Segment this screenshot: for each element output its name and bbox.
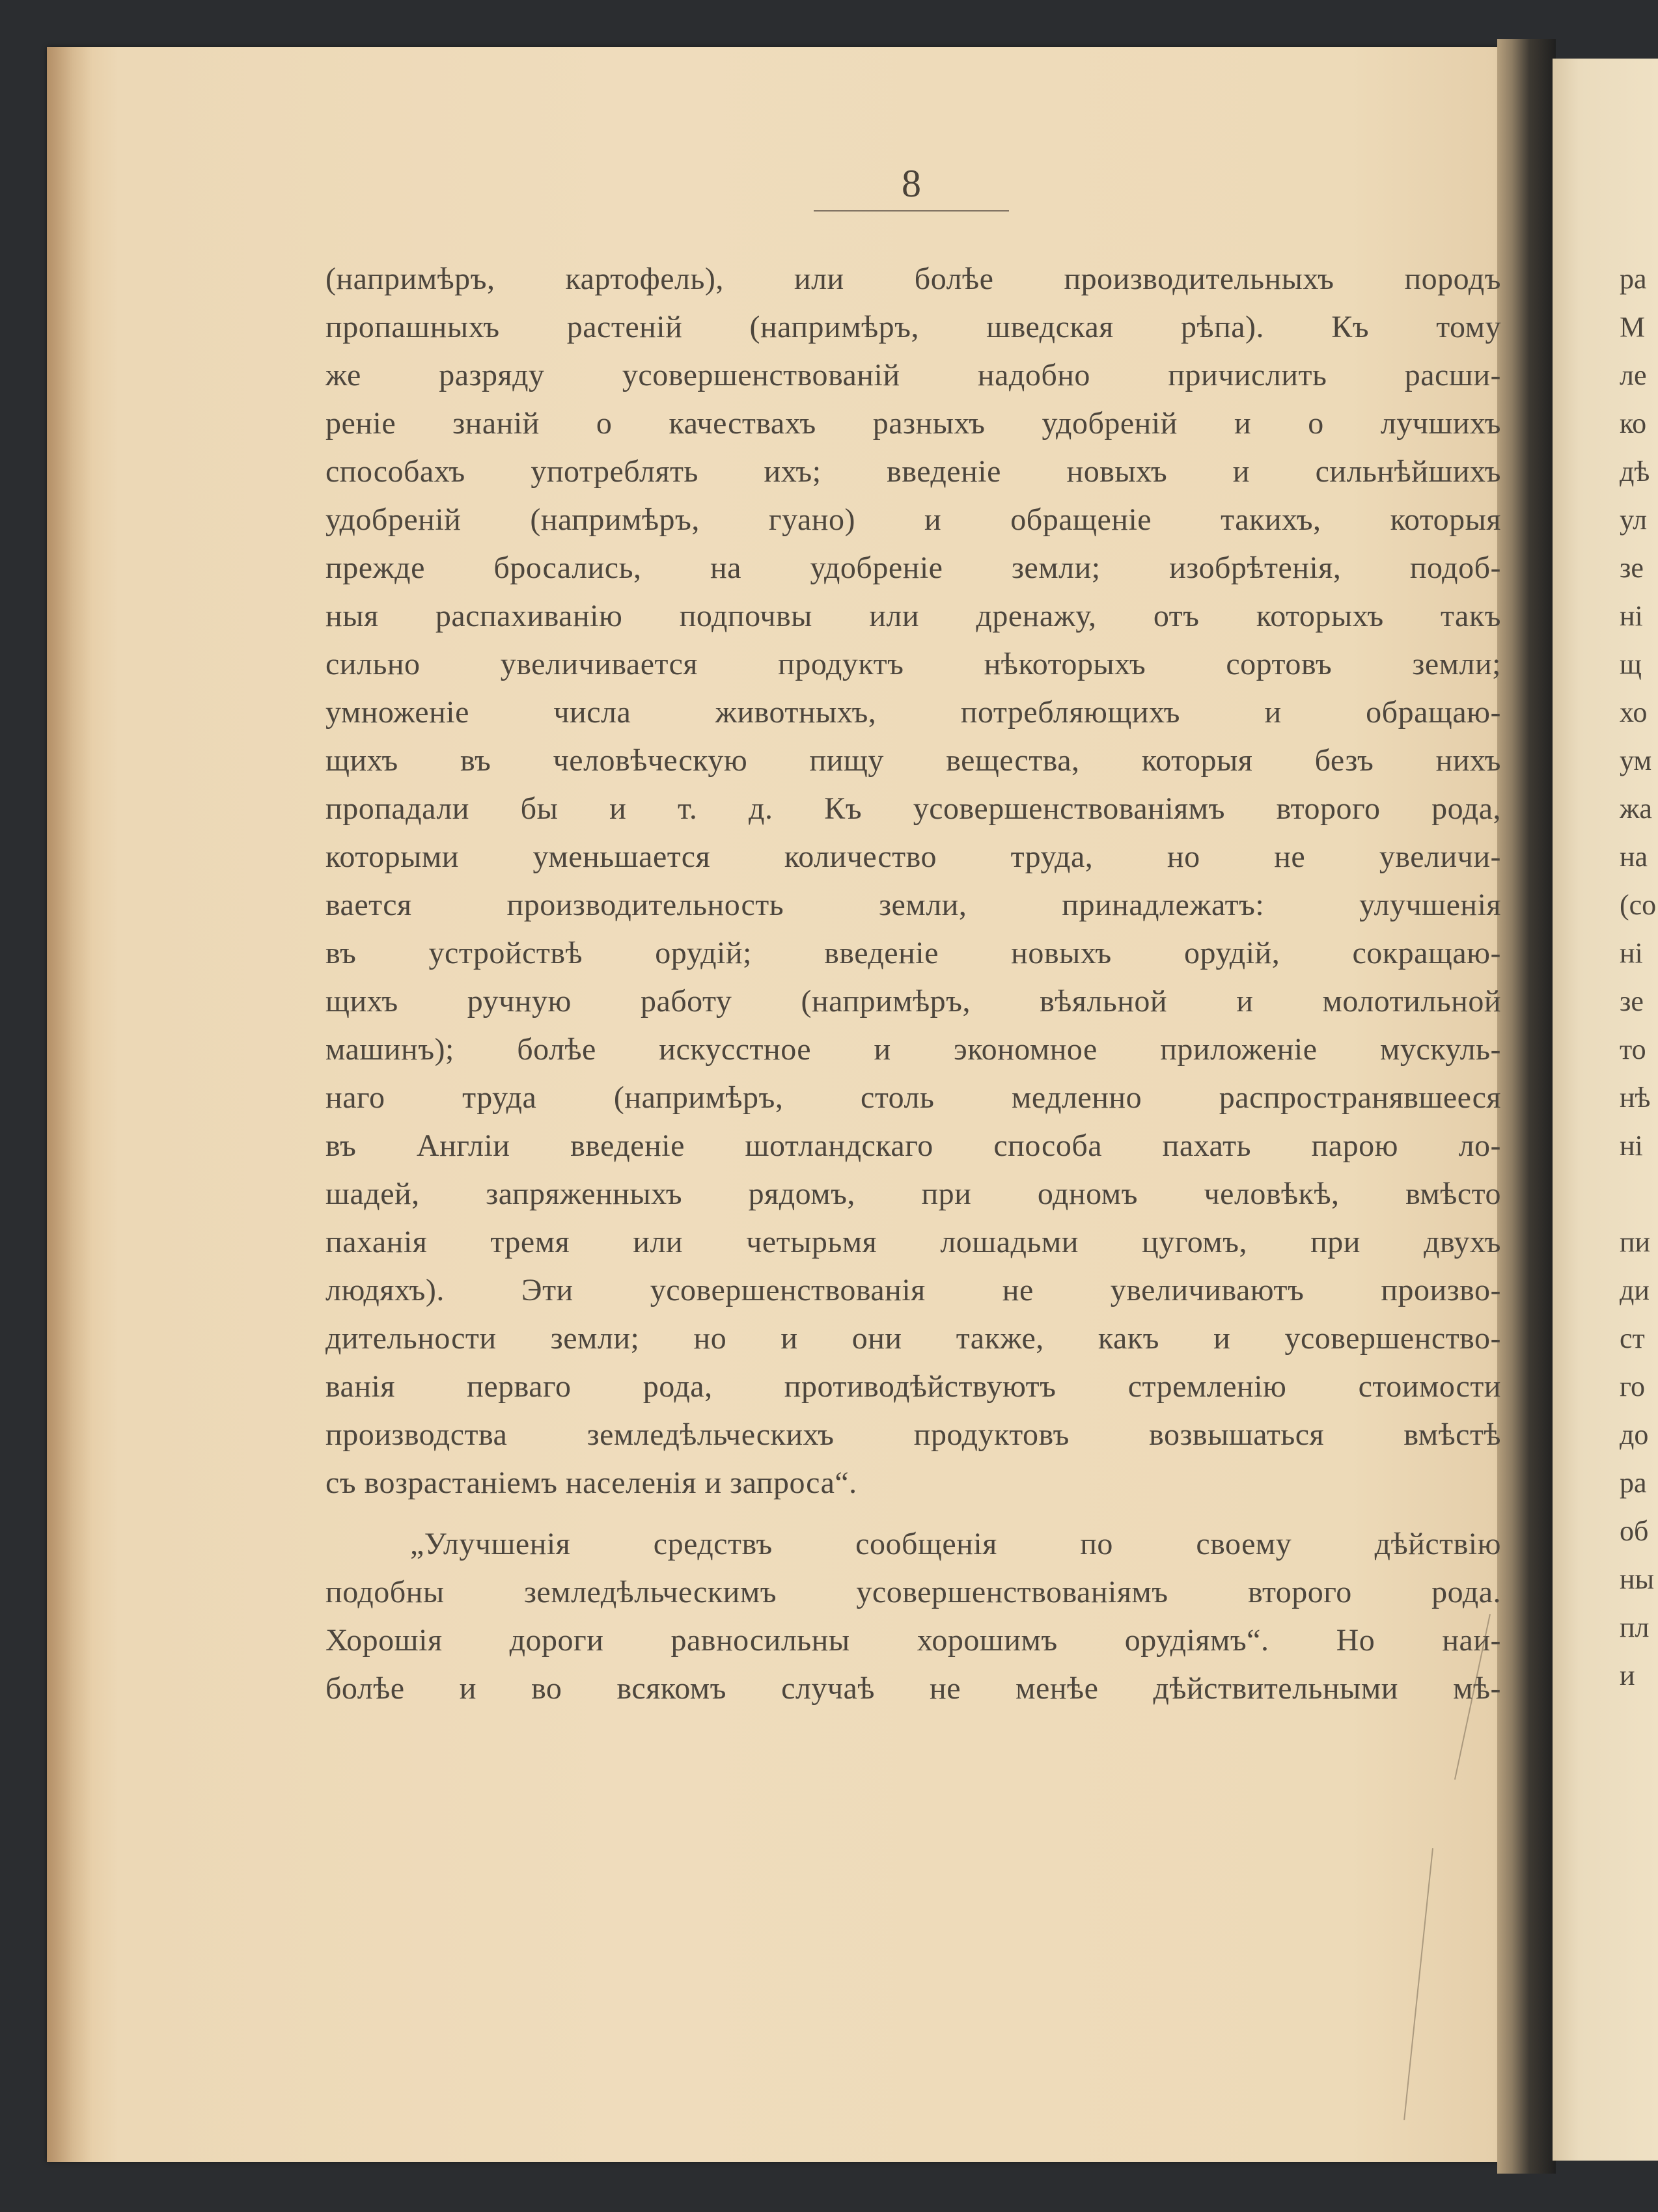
right-page-fragment: об (1620, 1515, 1649, 1547)
text-line: пропашныхъ растеній (напримѣръ, шведская рѣпа). Къ тому (325, 310, 1501, 344)
text-line: болѣе и во всякомъ случаѣ не менѣе дѣйствительными мѣ- (325, 1671, 1501, 1706)
right-page-fragment: ул (1620, 504, 1648, 536)
right-page-fragment: и (1620, 1659, 1635, 1691)
text-line: (напримѣръ, картофель), или болѣе производительныхъ породъ (325, 262, 1501, 296)
right-page-fragment: до (1620, 1419, 1649, 1451)
right-page-fragment: (со (1620, 889, 1657, 921)
text-line: реніе знаній о качествахъ разныхъ удобреній и о лучшихъ (325, 406, 1501, 441)
right-page-fragment: ні (1620, 1130, 1643, 1162)
right-page-fragment: ко (1620, 407, 1647, 439)
right-page-fragment: хо (1620, 696, 1648, 728)
text-line: шадей, запряженныхъ рядомъ, при одномъ человѣкѣ, вмѣсто (325, 1177, 1501, 1211)
text-line: людяхъ). Эти усовершенствованія не увеличиваютъ произво- (325, 1273, 1501, 1307)
paragraph-2 (325, 1520, 1501, 1713)
right-page-fragment: ди (1620, 1274, 1650, 1306)
right-page-fragment: зе (1620, 552, 1644, 584)
right-page-fragment: то (1620, 1033, 1646, 1065)
text-line: прежде бросались, на удобреніе земли; изобрѣтенія, подоб- (325, 551, 1501, 585)
text-line: съ возрастаніемъ населенія и запроса“. (325, 1466, 857, 1500)
text-line: подобны земледѣльческимъ усовершенствованіямъ второго рода. (325, 1575, 1501, 1609)
right-page-fragment (1620, 1170, 1658, 1218)
text-line: умноженіе числа животныхъ, потребляющихъ и обращаю- (325, 695, 1501, 730)
text-line: ванія перваго рода, противодѣйствуютъ стремленію стоимости (325, 1369, 1501, 1404)
paragraph-gap (325, 1507, 1501, 1520)
text-line: пропадали бы и т. д. Къ усовершенствованіямъ второго рода, (325, 791, 1501, 826)
page-number-rule (814, 210, 1009, 212)
right-page-fragment: ум (1620, 744, 1652, 776)
text-line: щихъ въ человѣческую пищу вещества, которыя безъ нихъ (325, 743, 1501, 778)
text-line: удобреній (напримѣръ, гуано) и обращеніе такихъ, которыя (325, 502, 1501, 537)
text-line: наго труда (напримѣръ, столь медленно распространявшееся (325, 1080, 1501, 1115)
right-page-fragment: на (1620, 841, 1648, 873)
right-page-fragment: жа (1620, 793, 1652, 825)
right-page-fragment: ст (1620, 1322, 1645, 1354)
right-page-fragment: ні (1620, 937, 1643, 969)
right-page-fragment: го (1620, 1371, 1645, 1402)
right-page-fragment: дѣ (1620, 456, 1650, 487)
text-line: дительности земли; но и они также, какъ и усовершенство- (325, 1321, 1501, 1356)
page-number: 8 (902, 162, 921, 205)
text-line: способахъ употреблять ихъ; введеніе новыхъ и сильнѣйшихъ (325, 454, 1501, 489)
text-line: „Улучшенія средствъ сообщенія по своему дѣйствію (410, 1527, 1501, 1561)
right-page-text (1620, 255, 1658, 1700)
right-page-fragment: ра (1620, 263, 1647, 295)
right-page-fragment: М (1620, 311, 1646, 343)
text-line: паханія тремя или четырьмя лошадьми цугомъ, при двухъ (325, 1225, 1501, 1259)
right-page-fragment: пл (1620, 1611, 1650, 1643)
right-page-fragment: ле (1620, 359, 1647, 391)
text-line: сильно увеличивается продуктъ нѣкоторыхъ сортовъ земли; (325, 647, 1501, 681)
text-line: въ устройствѣ орудій; введеніе новыхъ орудій, сокращаю- (325, 936, 1501, 970)
body-text (325, 255, 1501, 1713)
right-page-fragment: пи (1620, 1226, 1651, 1258)
text-line: въ Англіи введеніе шотландскаго способа пахать парою ло- (325, 1128, 1501, 1163)
book-gutter (1497, 39, 1556, 2174)
text-line: машинъ); болѣе искусстное и экономное приложеніе мускуль- (325, 1032, 1501, 1067)
text-line: же разряду усовершенствованій надобно причислить расши- (325, 358, 1501, 392)
text-line: ныя распахиванію подпочвы или дренажу, отъ которыхъ такъ (325, 599, 1501, 633)
right-page-fragment: зе (1620, 985, 1644, 1017)
right-page-fragment: ра (1620, 1467, 1647, 1499)
text-line: Хорошія дороги равносильны хорошимъ орудіямъ“. Но наи- (325, 1623, 1501, 1658)
text-line: производства земледѣльческихъ продуктовъ возвышаться вмѣстѣ (325, 1417, 1501, 1452)
text-line: которыми уменьшается количество труда, но не увеличи- (325, 840, 1501, 874)
paragraph-1 (325, 255, 1501, 1507)
text-line: щихъ ручную работу (напримѣръ, вѣяльной и молотильной (325, 984, 1501, 1018)
right-page-fragment: ны (1620, 1563, 1655, 1595)
right-page-fragment: ні (1620, 600, 1643, 632)
right-page-fragment: нѣ (1620, 1082, 1651, 1113)
right-page-fragment: щ (1620, 648, 1642, 680)
text-line: вается производительность земли, принадлежатъ: улучшенія (325, 888, 1501, 922)
